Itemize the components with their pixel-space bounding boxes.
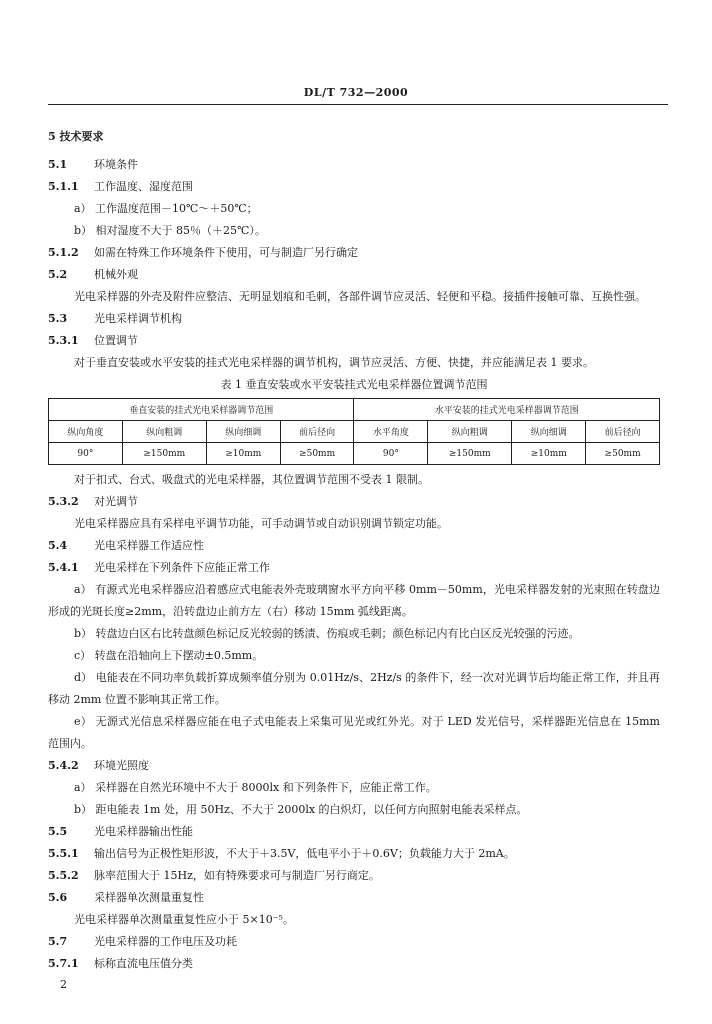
table-group-horizontal: 水平安装的挂式光电采样器调节范围 (354, 399, 660, 421)
page-content (48, 126, 660, 975)
section-5-4 (48, 535, 660, 557)
section-title: 机械外观 (94, 268, 138, 281)
section-number: 5.1.2 (48, 246, 79, 259)
section-title: 脉率范围大于 15Hz，如有特殊要求可与制造厂另行商定。 (94, 869, 380, 882)
paragraph-5-6: 光电采样器单次测量重复性应小于 5×10⁻⁵。 (74, 913, 294, 926)
section-title: 输出信号为正极性矩形波，不大于＋3.5V，低电平小于＋0.6V；负载能力大于 2mA。 (94, 847, 515, 860)
table-cell: ≥150mm (122, 443, 206, 465)
section-number: 5.1 (48, 158, 68, 171)
item-5-4-2-a: a） 采样器在自然光环境中不大于 8000lx 和下列条件下，应能正常工作。 (74, 781, 437, 794)
section-5-5-1 (48, 843, 660, 865)
table-note: 对于扣式、台式、吸盘式的光电采样器，其位置调节范围不受表 1 限制。 (74, 473, 429, 486)
table-caption: 表 1 垂直安装或水平安装挂式光电采样器位置调节范围 (220, 378, 488, 391)
section-5-7 (48, 931, 660, 953)
section-number: 5.7 (48, 935, 68, 948)
table-row (49, 443, 660, 465)
page-number: 2 (60, 978, 67, 991)
section-number: 5.6 (48, 891, 68, 904)
standard-code: DL/T 732—2000 (303, 86, 409, 99)
item-5-1-1-b: b） 相对湿度不大于 85％（＋25℃）。 (74, 224, 266, 237)
table-cell: 90° (49, 443, 123, 465)
table-header: 前后径向 (586, 421, 660, 443)
section-5-2 (48, 264, 660, 286)
table-header: 纵向角度 (49, 421, 123, 443)
table-header: 纵向粗调 (428, 421, 512, 443)
section-number: 5.1.1 (48, 180, 79, 193)
table-cell: ≥10mm (206, 443, 280, 465)
paragraph-5-3-1: 对于垂直安装或水平安装的挂式光电采样器的调节机构，调节应灵活、方便、快捷，并应能满足表 1 要求。 (74, 356, 594, 369)
section-number: 5.2 (48, 268, 68, 281)
header-rule (48, 104, 668, 105)
section-number: 5.3.2 (48, 495, 79, 508)
table-header: 纵向细调 (206, 421, 280, 443)
section-title: 工作温度、湿度范围 (94, 180, 193, 193)
section-title: 环境光照度 (94, 759, 149, 772)
item-5-4-2-b: b） 距电能表 1m 处，用 50Hz、不大于 2000lx 的白炽灯，以任何方向照射电能表采样点。 (74, 803, 528, 816)
table-cell: ≥50mm (586, 443, 660, 465)
item-5-4-1-a: a） 有源式光电采样器应沿着感应式电能表外壳玻璃窗水平方向平移 0mm－50mm，光电采样器发射的光束照在转盘边形成的光斑长度≥2mm，沿转盘边止前方左（右）移动 15mm 弧线距离。 (48, 583, 660, 618)
section-title: 光电采样器工作适应性 (94, 539, 204, 552)
section-number: 5.4.2 (48, 759, 79, 772)
item-5-4-1-e: e） 无源式光信息采样器应能在电子式电能表上采集可见光或红外光。对于 LED 发光信号，采样器距光信息在 15mm 范围内。 (48, 715, 660, 750)
item-5-1-1-a: a） 工作温度范围－10℃～＋50℃； (74, 202, 258, 215)
section-number: 5.3.1 (48, 334, 79, 347)
section-title: 光电采样器的工作电压及功耗 (94, 935, 237, 948)
section-title: 如需在特殊工作环境条件下使用，可与制造厂另行确定 (94, 246, 358, 259)
item-5-4-1-c: c） 转盘在沿轴向上下摆动±0.5mm。 (74, 649, 264, 662)
section-number: 5.5 (48, 825, 68, 838)
section-5-heading: 5 技术要求 (48, 130, 104, 143)
section-title: 位置调节 (94, 334, 138, 347)
section-5-5 (48, 821, 660, 843)
section-number: 5.4.1 (48, 561, 79, 574)
section-5-4-1 (48, 557, 660, 579)
table-cell: 90° (354, 443, 428, 465)
item-5-4-1-b: b） 转盘边白区右比转盘颜色标记反光较弱的锈渍、伤痕或毛刺；颜色标记内有比白区反光较强的污迹。 (74, 627, 580, 640)
section-title: 对光调节 (94, 495, 138, 508)
section-5-7-1 (48, 953, 660, 975)
table-group-vertical: 垂直安装的挂式光电采样器调节范围 (49, 399, 354, 421)
section-title: 环境条件 (94, 158, 138, 171)
section-5-5-2 (48, 865, 660, 887)
table-group-row (49, 399, 660, 421)
table-cell: ≥150mm (428, 443, 512, 465)
table-cell: ≥50mm (280, 443, 354, 465)
section-title: 采样器单次测量重复性 (94, 891, 204, 904)
table-header: 纵向粗调 (122, 421, 206, 443)
table-cell: ≥10mm (512, 443, 586, 465)
section-5-3 (48, 308, 660, 330)
section-number: 5.3 (48, 312, 68, 325)
section-number: 5.5.2 (48, 869, 79, 882)
adjustment-range-table (48, 398, 660, 465)
section-5-1-1 (48, 176, 660, 198)
table-header: 纵向细调 (512, 421, 586, 443)
section-title: 光电采样在下列条件下应能正常工作 (94, 561, 270, 574)
section-5-6 (48, 887, 660, 909)
section-title: 光电采样调节机构 (94, 312, 182, 325)
section-title: 光电采样器输出性能 (94, 825, 193, 838)
section-number: 5.5.1 (48, 847, 79, 860)
section-5-3-1 (48, 330, 660, 352)
section-number: 5.7.1 (48, 957, 79, 970)
section-5-1-2 (48, 242, 660, 264)
table-header: 前后径向 (280, 421, 354, 443)
section-5-4-2 (48, 755, 660, 777)
paragraph-5-3-2: 光电采样器应具有采样电平调节功能，可手动调节或自动识别调节锁定功能。 (74, 517, 448, 530)
section-5-3-2 (48, 491, 660, 513)
table-header: 水平角度 (354, 421, 428, 443)
item-5-4-1-d: d） 电能表在不同功率负载折算成频率值分别为 0.01Hz/s、2Hz/s 的条件下，经一次对光调节后均能正常工作，并且再移动 2mm 位置不影响其正常工作。 (48, 671, 660, 706)
table-header-row (49, 421, 660, 443)
section-number: 5.4 (48, 539, 68, 552)
section-title: 标称直流电压值分类 (94, 957, 193, 970)
section-5-1 (48, 154, 660, 176)
paragraph-5-2: 光电采样器的外壳及附件应整洁、无明显划痕和毛刺，各部件调节应灵活、轻便和平稳。接插件接触可靠、互换性强。 (74, 290, 646, 303)
